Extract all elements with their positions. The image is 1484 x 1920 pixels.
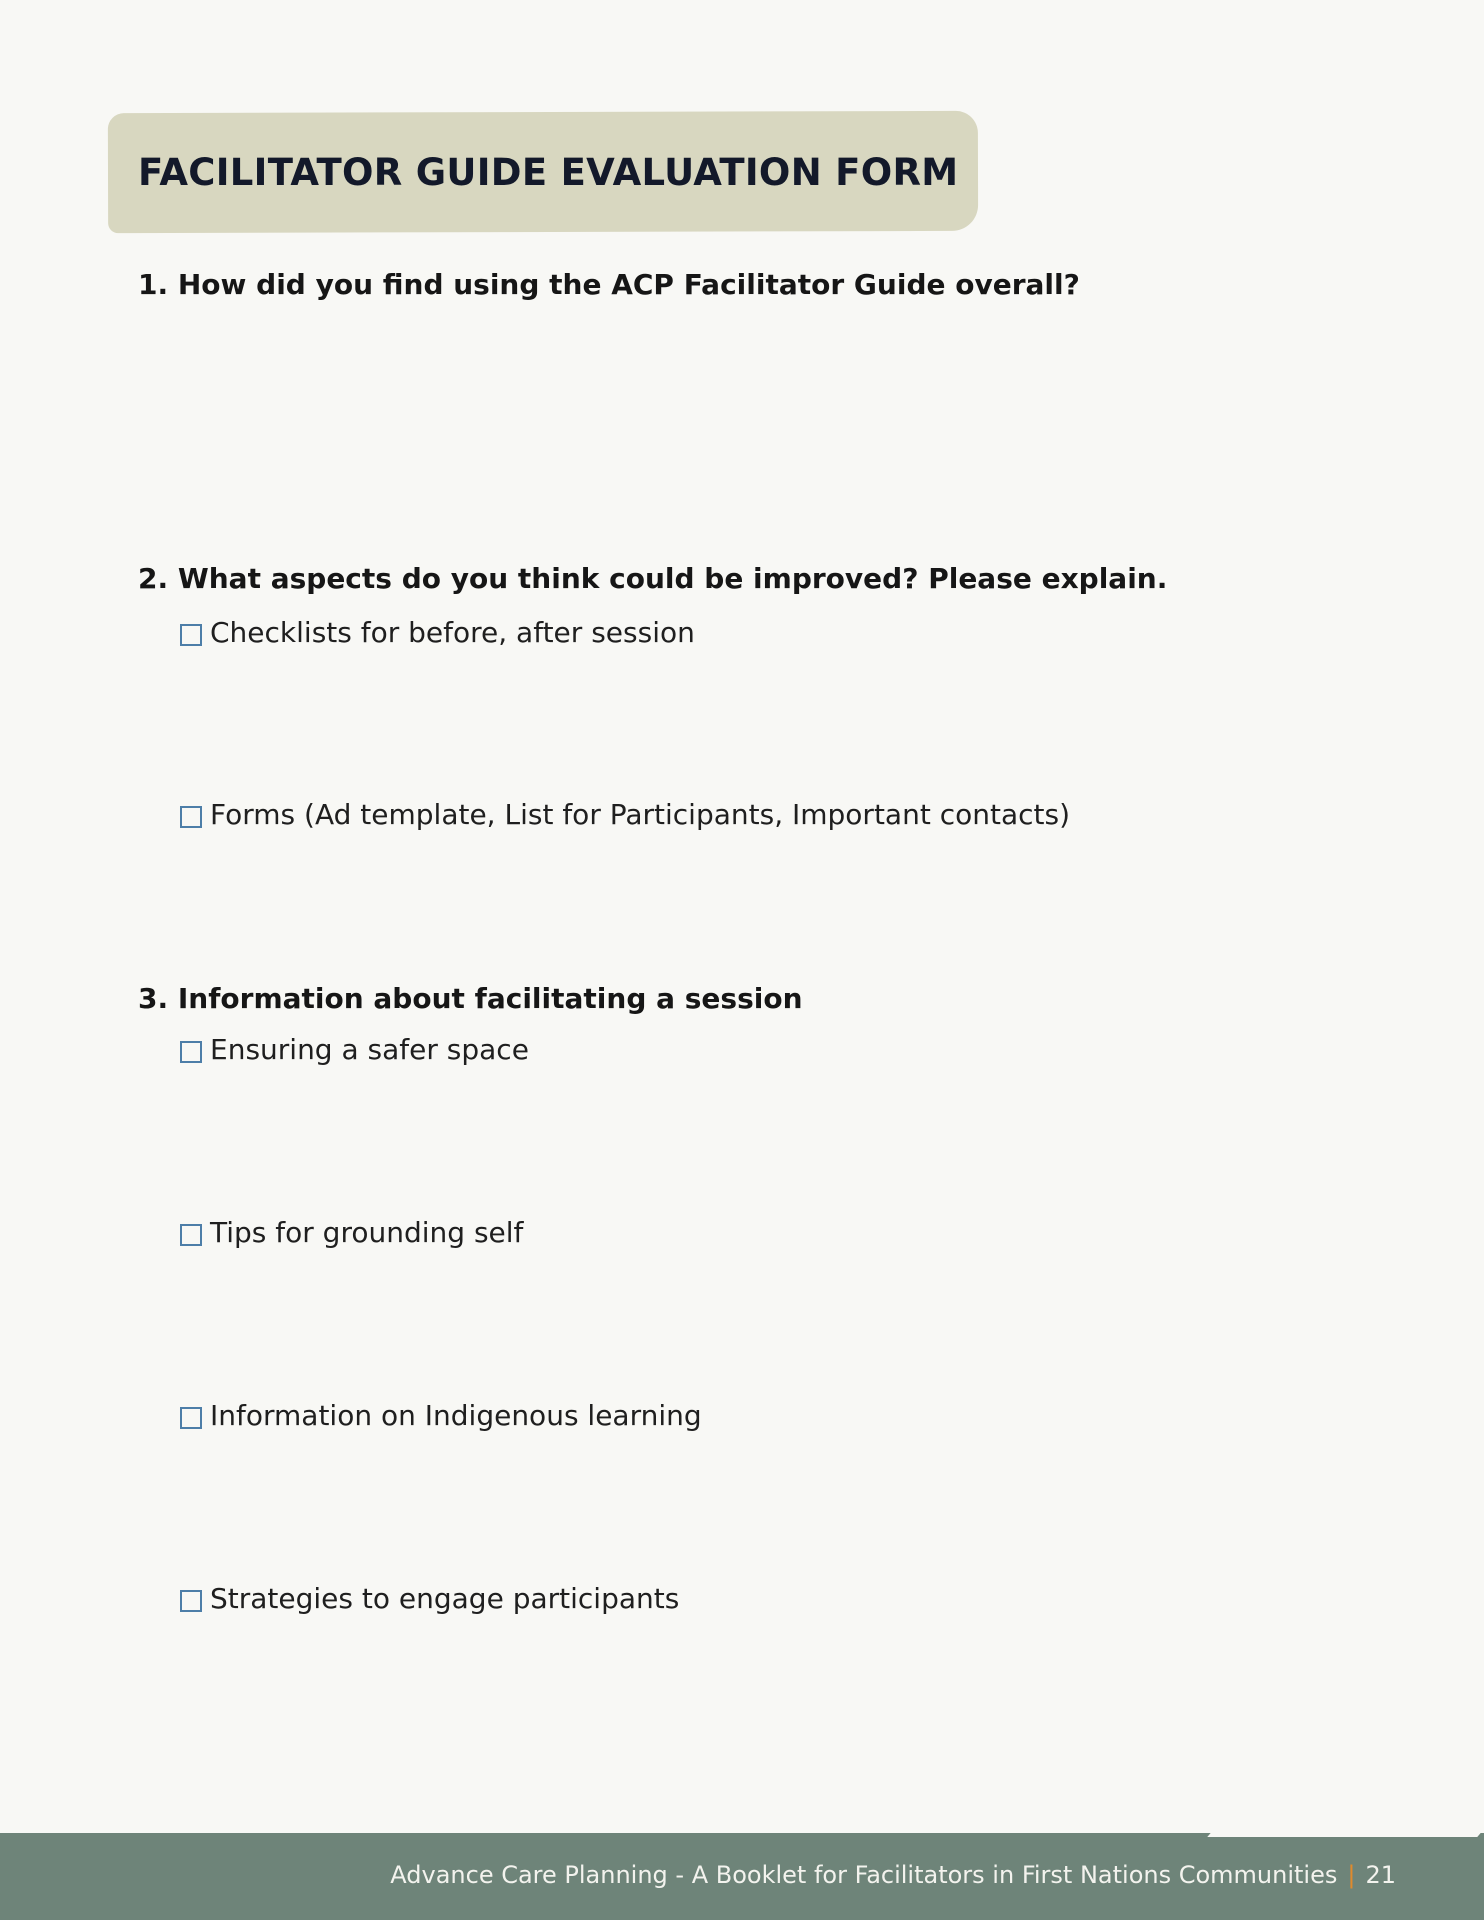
- footer-separator: |: [1347, 1861, 1356, 1889]
- checkbox-option-checklists[interactable]: [180, 616, 695, 649]
- checkbox-option-strategies[interactable]: [180, 1582, 679, 1615]
- page-title: FACILITATOR GUIDE EVALUATION FORM: [138, 151, 959, 194]
- checkbox-icon[interactable]: [180, 1407, 202, 1429]
- page-footer: [0, 1833, 1484, 1920]
- option-label: Forms (Ad template, List for Participants, Important contacts): [210, 798, 1071, 831]
- checkbox-icon[interactable]: [180, 624, 202, 646]
- page-number: 21: [1365, 1861, 1396, 1889]
- checkbox-option-forms[interactable]: [180, 798, 1070, 831]
- option-label: Tips for grounding self: [210, 1216, 524, 1249]
- checkbox-icon[interactable]: [180, 1590, 202, 1612]
- checkbox-icon[interactable]: [180, 1224, 202, 1246]
- question-1-label: 1. How did you find using the ACP Facilitator Guide overall?: [138, 268, 1080, 301]
- checkbox-icon[interactable]: [180, 806, 202, 828]
- footer-decoration: [1207, 1829, 1484, 1837]
- checkbox-option-safer-space[interactable]: [180, 1033, 529, 1066]
- footer-text: [390, 1861, 1396, 1889]
- footer-booklet-title: Advance Care Planning - A Booklet for Facilitators in First Nations Communities: [390, 1861, 1338, 1889]
- question-2-label: 2. What aspects do you think could be improved? Please explain.: [138, 562, 1168, 595]
- option-label: Strategies to engage participants: [210, 1582, 680, 1615]
- option-label: Ensuring a safer space: [210, 1033, 529, 1066]
- option-label: Checklists for before, after session: [210, 616, 695, 649]
- question-3-label: 3. Information about facilitating a session: [138, 982, 803, 1015]
- option-label: Information on Indigenous learning: [210, 1399, 702, 1432]
- checkbox-option-grounding[interactable]: [180, 1216, 523, 1249]
- checkbox-icon[interactable]: [180, 1041, 202, 1063]
- checkbox-option-indigenous-learning[interactable]: [180, 1399, 702, 1432]
